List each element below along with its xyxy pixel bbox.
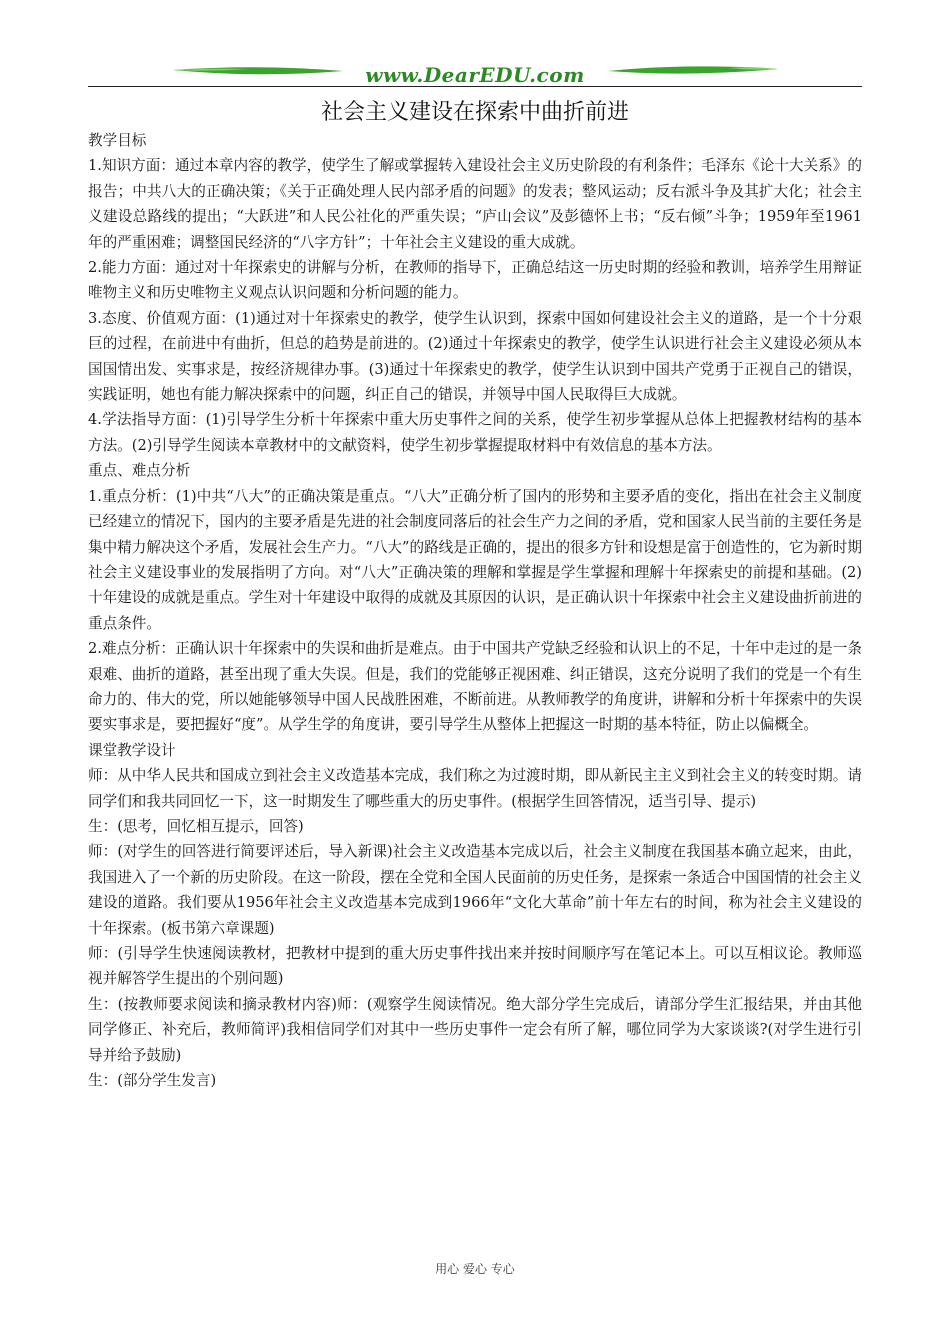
paragraph-goal-ability: 2.能力方面：通过对十年探索史的讲解与分析，在教师的指导下，正确总结这一历史时期的经验和教训，培养学生用辩证唯物主义和历史唯物主义观点认识问题和分析问题的能力。 [88,259,862,302]
paragraph-key-point: 1.重点分析：(1)中共“八大”的正确决策是重点。“八大”正确分析了国内的形势和主要矛盾的变化，指出在社会主义制度已经建立的情况下，国内的主要矛盾是先进的社会制度同落后的社会生产力之间的矛盾，党和国家人民当前的主要任务是集中精力解决这个矛盾，发展社会生产力。“八大”的路线是正确的，提出的很多方针和设想是富于创造性的，它为新时期社会主义建设事业的发展指明了方向。对“八大”正确决策的理解和掌握是学生掌握和理解十年探索史的前提和基础。(2)十年建设的成就是重点。学生对十年建设中取得的成就及其原因的认识，是正确认识十年探索中社会主义建设曲折前进的重点条件。 [88,487,862,632]
page-footer: 用心 爱心 专心 [435,1262,515,1276]
dialogue-line: 师：(引导学生快速阅读教材，把教材中提到的重大历史事件找出来并按时间顺序写在笔记本上。可以互相议论。教师巡视并解答学生提出的个别问题) [88,945,862,988]
dialogue-line: 师：从中华人民共和国成立到社会主义改造基本完成，我们称之为过渡时期，即从新民主主义到社会主义的转变时期。请同学们和我共同回忆一下，这一时期发生了哪些重大的历史事件。(根据学生回答情况，适当引导、提示) [88,767,862,810]
paragraph-goal-knowledge: 1.知识方面：通过本章内容的教学，使学生了解或掌握转入建设社会主义历史阶段的有利条件；毛泽东《论十大关系》的报告；中共八大的正确决策；《关于正确处理人民内部矛盾的问题》的发表；整风运动；反右派斗争及其扩大化；社会主义建设总路线的提出；“大跃进”和人民公社化的严重失误；“庐山会议”及彭德怀上书；“反右倾”斗争；1959年至1961年的严重困难；调整国民经济的“八字方针”；十年社会主义建设的重大成就。 [88,157,862,251]
document-body [88,128,862,1093]
dialogue-line: 生：(按教师要求阅读和摘录教材内容)师：(观察学生阅读情况。绝大部分学生完成后，请部分学生汇报结果，并由其他同学修正、补充后，教师简评)我相信同学们对其中一些历史事件一定会有所了解，哪位同学为大家谈谈?(对学生进行引导并给予鼓励) [88,995,862,1064]
document-title: 社会主义建设在探索中曲折前进 [320,100,629,125]
section-heading-keypoints: 重点、难点分析 [88,462,191,480]
paragraph-difficult-point: 2.难点分析：正确认识十年探索中的失误和曲折是难点。由于中国共产党缺乏经验和认识上的不足，十年中走过的是一条艰难、曲折的道路，甚至出现了重大失误。但是，我们的党能够正视困难、纠正错误，这充分说明了我们的党是一个有生命力的、伟大的党，所以她能够领导中国人民战胜困难，不断前进。从教师教学的角度讲，讲解和分析十年探索中的失误要实事求是，要把握好“度”。从学生学的角度讲，要引导学生从整体上把握这一时期的基本特征，防止以偏概全。 [88,640,862,734]
section-heading-goals: 教学目标 [88,132,147,149]
paragraph-goal-attitude: 3.态度、价值观方面：(1)通过对十年探索史的教学，使学生认识到，探索中国如何建设社会主义的道路，是一个十分艰巨的过程，在前进中有曲折，但总的趋势是前进的。(2)通过十年探索史的教学，使学生认识进行社会主义建设必须从本国国情出发、实事求是，按经济规律办事。(3)通过十年探索史的教学，使学生认识到中国共产党勇于正视自己的错误，实践证明，她也有能力解决探索中的问题，纠正自己的错误，并领导中国人民取得巨大成就。 [88,309,862,404]
dialogue-line: 生：(思考，回忆相互提示，回答) [88,817,304,835]
section-heading-design: 课堂教学设计 [88,741,176,759]
logo-text: www.DearEDU.com [365,63,585,87]
dialogue-line: 生：(部分学生发言) [88,1072,217,1090]
header-rule [88,86,862,87]
paragraph-goal-method: 4.学法指导方面：(1)引导学生分析十年探索中重大历史事件之间的关系，使学生初步掌握从总体上把握教材结构的基本方法。(2)引导学生阅读本章教材中的文献资料，使学生初步掌握提取材料中有效信息的基本方法。 [88,411,862,454]
dialogue-line: 师：(对学生的回答进行简要评述后，导入新课)社会主义改造基本完成以后，社会主义制度在我国基本确立起来，由此，我国进入了一个新的历史阶段。在这一阶段，摆在全党和全国人民面前的历史任务，是探索一条适合中国国情的社会主义建设的道路。我们要从1956年社会主义改造基本完成到1966年“文化大革命”前十年左右的时间，称为社会主义建设的十年探索。(板书第六章课题) [88,843,862,937]
